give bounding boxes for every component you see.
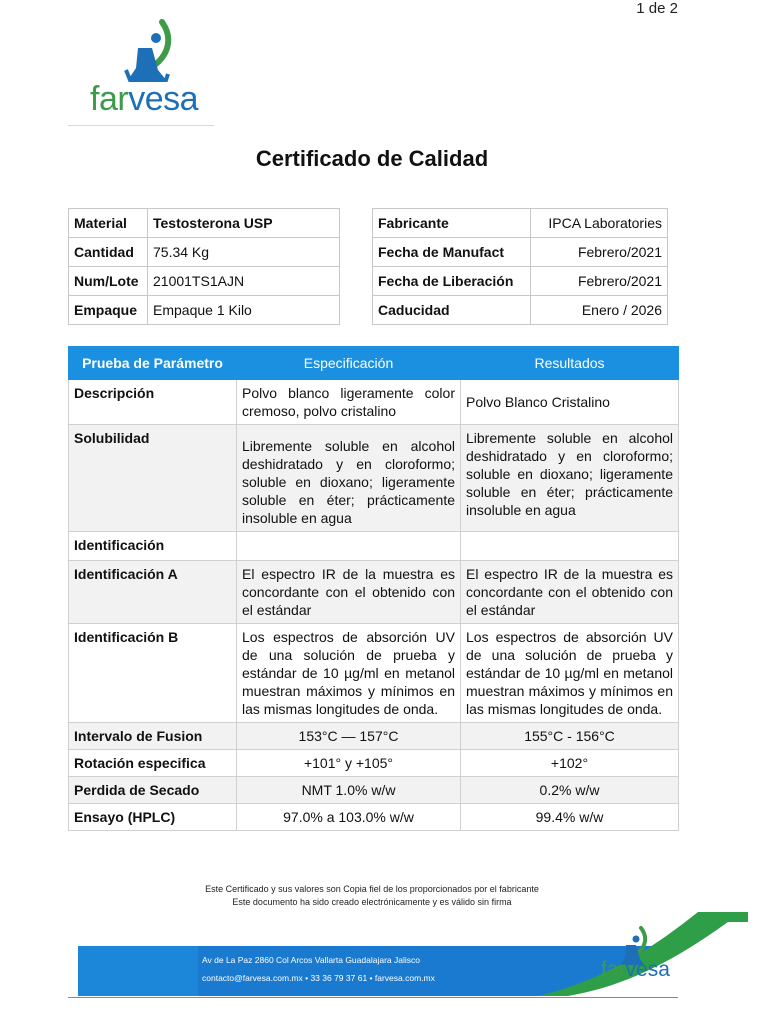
table-row [69,624,679,723]
result-cell: 0.2% w/w [461,777,679,804]
table-row [69,561,679,624]
info-label: Fabricante [373,209,531,238]
info-value: Testosterona USP [148,209,340,238]
info-label: Fecha de Manufact [373,238,531,267]
table-header-row [69,347,679,380]
param-cell: Solubilidad [69,425,237,532]
table-row [69,380,679,425]
certificate-notes [0,883,744,909]
param-cell: Identificación A [69,561,237,624]
farvesa-logo-text [90,80,198,119]
document-title: Certificado de Calidad [255,146,489,171]
note-electronic-line: Este documento ha sido creado electrónicamente y es válido sin firma [232,897,512,907]
logo-text-vesa: vesa [128,80,199,118]
logo-divider [68,125,214,126]
spec-cell: NMT 1.0% w/w [237,777,461,804]
table-row [69,777,679,804]
info-value: Empaque 1 Kilo [148,296,340,325]
logo-text-far: far [90,80,129,118]
spec-cell: El espectro IR de la muestra es concordante con el obtenido con el estándar [237,561,461,624]
result-cell [461,532,679,561]
info-label: Material [69,209,148,238]
result-cell: 155°C - 156°C [461,723,679,750]
result-cell: 99.4% w/w [461,804,679,831]
header-specification: Especificación [237,347,461,380]
info-row [373,296,668,325]
footer-decoration [78,946,198,996]
info-value: Febrero/2021 [531,267,668,296]
table-row [69,723,679,750]
info-label: Fecha de Liberación [373,267,531,296]
spec-cell: Libremente soluble en alcohol deshidratado y en cloroformo; soluble en dioxano; ligeramente soluble en éter; prácticamente insoluble en agua [237,425,461,532]
info-label: Cantidad [69,238,148,267]
footer-contact: contacto@farvesa.com.mx • 33 36 79 37 61 • farvesa.com.mx [202,973,435,983]
footer-logo-text [601,958,670,982]
product-info-table [68,208,340,325]
manufacturer-info-table [372,208,668,325]
footer-logo-far: far [601,958,626,981]
param-cell: Rotación especifica [69,750,237,777]
info-value: 21001TS1AJN [148,267,340,296]
info-label: Num/Lote [69,267,148,296]
footer-address: Av de La Paz 2860 Col Arcos Vallarta Guadalajara Jalisco [202,955,420,965]
param-cell: Perdida de Secado [69,777,237,804]
param-cell: Ensayo (HPLC) [69,804,237,831]
info-row [373,209,668,238]
result-cell: El espectro IR de la muestra es concordante con el obtenido con el estándar [461,561,679,624]
note-copy-line: Este Certificado y sus valores son Copia fiel de los proporcionados por el fabricante [205,884,539,894]
quality-test-table [68,346,679,831]
spec-cell: Polvo blanco ligeramente color cremoso, polvo cristalino [237,380,461,425]
info-row [69,267,340,296]
info-label: Caducidad [373,296,531,325]
spec-cell: 97.0% a 103.0% w/w [237,804,461,831]
info-value: Febrero/2021 [531,238,668,267]
param-cell: Intervalo de Fusion [69,723,237,750]
info-row [69,296,340,325]
info-row [69,238,340,267]
spec-cell: 153°C — 157°C [237,723,461,750]
param-cell: Identificación [69,532,237,561]
result-cell: Polvo Blanco Cristalino [461,380,679,425]
header-parameter: Prueba de Parámetro [69,347,237,380]
info-row [373,267,668,296]
footer-banner [78,946,668,996]
param-cell: Descripción [69,380,237,425]
result-cell: Libremente soluble en alcohol deshidratado y en cloroformo; soluble en dioxano; ligeramente soluble en éter; prácticamente insoluble en agua [461,425,679,532]
info-row [373,238,668,267]
result-cell: +102° [461,750,679,777]
param-cell: Identificación B [69,624,237,723]
info-row [69,209,340,238]
info-value: IPCA Laboratories [531,209,668,238]
table-row [69,804,679,831]
footer-logo-vesa: vesa [625,958,670,981]
table-row [69,425,679,532]
info-value: 75.34 Kg [148,238,340,267]
spec-cell [237,532,461,561]
spec-cell: +101° y +105° [237,750,461,777]
spec-cell: Los espectros de absorción UV de una solución de prueba y estándar de 10 µg/ml en metanol muestran máximos y mínimos en las mismas longitudes de onda. [237,624,461,723]
header-results: Resultados [461,347,679,380]
info-value: Enero / 2026 [531,296,668,325]
page-number: 1 de 2 [636,0,678,17]
table-row [69,532,679,561]
bottom-divider [68,997,678,998]
table-row [69,750,679,777]
info-label: Empaque [69,296,148,325]
result-cell: Los espectros de absorción UV de una solución de prueba y estándar de 10 µg/ml en metanol muestran máximos y mínimos en las mismas longitudes de onda. [461,624,679,723]
